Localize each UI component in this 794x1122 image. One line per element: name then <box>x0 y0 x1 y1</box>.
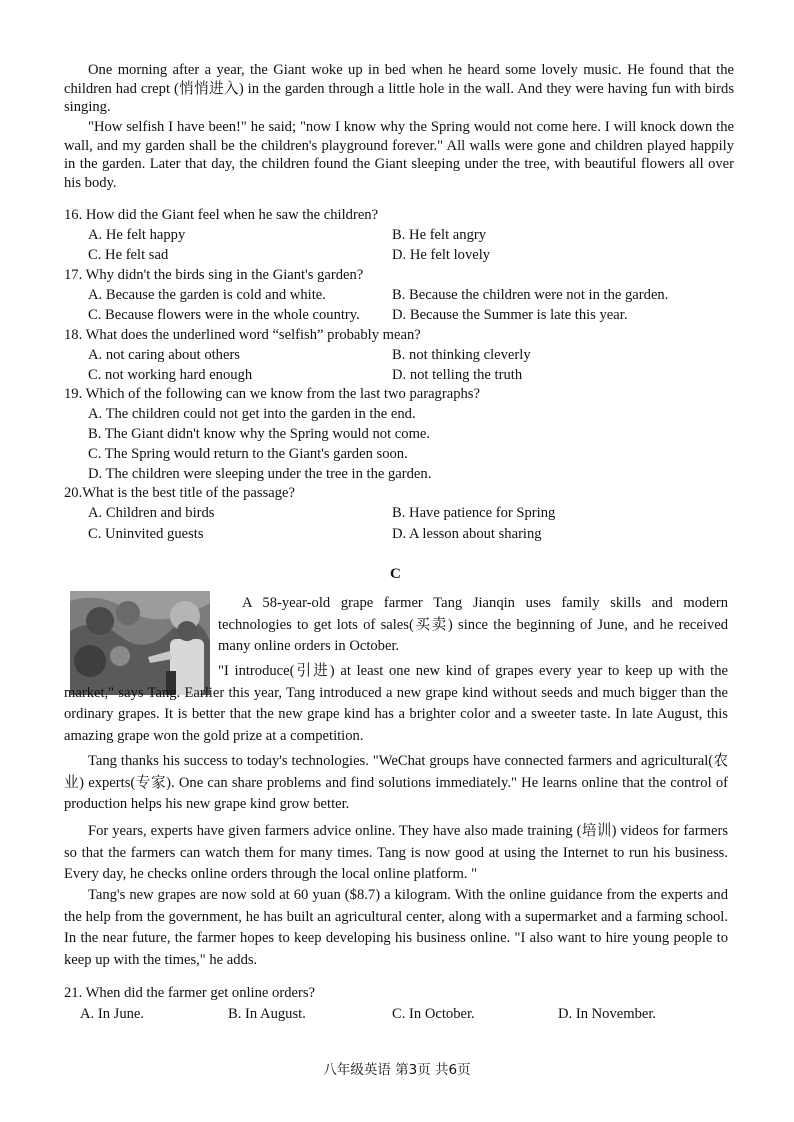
section-c-paragraph-3: Tang thanks his success to today's technologies. "WeChat groups have connected farmers and agricultural(农业) experts(专家). One can share problems and find solutions immediately." He learns online that the control of production helps his new grape kind grow better. <box>64 753 728 812</box>
question-20-option-c[interactable]: C. Uninvited guests <box>88 526 204 542</box>
question-20-stem: 20.What is the best title of the passage? <box>64 485 295 501</box>
question-21-option-d[interactable]: D. In November. <box>558 1006 657 1022</box>
passage-b-paragraph-1: One morning after a year, the Giant woke up in bed when he heard some lovely music. He found that the children had crept (悄悄进入) in the garden through a little hole in the wall. And they were having fun with birds singing. <box>64 62 734 116</box>
question-18-option-c[interactable]: C. not working hard enough <box>88 367 253 383</box>
question-19-option-a[interactable]: A. The children could not get into the garden in the end. <box>88 406 416 422</box>
question-21-option-c[interactable]: C. In October. <box>392 1006 475 1022</box>
question-21-stem: 21. When did the farmer get online orders? <box>64 985 315 1001</box>
question-20-option-a[interactable]: A. Children and birds <box>88 505 215 521</box>
question-16-option-a[interactable]: A. He felt happy <box>88 227 186 243</box>
question-18-option-a[interactable]: A. not caring about others <box>88 347 240 363</box>
question-18-stem: 18. What does the underlined word “selfish” probably mean? <box>64 327 421 343</box>
question-16-option-d[interactable]: D. He felt lovely <box>392 247 491 263</box>
question-17-stem: 17. Why didn't the birds sing in the Giant's garden? <box>64 267 364 283</box>
question-21-option-a[interactable]: A. In June. <box>80 1006 145 1022</box>
question-16-option-b[interactable]: B. He felt angry <box>392 227 487 243</box>
question-17-option-b[interactable]: B. Because the children were not in the garden. <box>392 287 669 303</box>
question-18-option-b[interactable]: B. not thinking cleverly <box>392 347 531 363</box>
question-19-option-b[interactable]: B. The Giant didn't know why the Spring would not come. <box>88 426 431 442</box>
section-c-heading: C <box>390 566 401 582</box>
question-19-option-c[interactable]: C. The Spring would return to the Giant's garden soon. <box>88 446 408 462</box>
question-17-option-a[interactable]: A. Because the garden is cold and white. <box>88 287 326 303</box>
section-c-paragraph-5: Tang's new grapes are now sold at 60 yuan ($8.7) a kilogram. With the online guidance from the experts and the help from the government, he has built an agricultural center, along with a supermarket and a farming school. In the near future, the farmer hopes to keep developing his business online. "I also want to hire young people to keep up with the times," he adds. <box>64 887 728 968</box>
section-c-paragraph-1: A 58-year-old grape farmer Tang Jianqin uses family skills and modern technologies to get lots of sales(买卖) since the beginning of June, and he received many online orders in October. <box>218 595 728 654</box>
question-16-stem: 16. How did the Giant feel when he saw the children? <box>64 207 379 223</box>
question-19-option-d[interactable]: D. The children were sleeping under the tree in the garden. <box>88 466 432 482</box>
question-17-option-c[interactable]: C. Because flowers were in the whole country. <box>88 307 360 323</box>
question-20-option-d[interactable]: D. A lesson about sharing <box>392 526 542 542</box>
question-21-option-b[interactable]: B. In August. <box>228 1006 306 1022</box>
question-18-option-d[interactable]: D. not telling the truth <box>392 367 523 383</box>
section-c-paragraph-4: For years, experts have given farmers advice online. They have also made training (培训) videos for farmers so that the farmers can watch them for many times. Tang is now good at using the Internet to run his business. Every day, he checks online orders through the local online platform. " <box>64 823 728 882</box>
question-17-option-d[interactable]: D. Because the Summer is late this year. <box>392 307 628 323</box>
passage-b-paragraph-2: "How selfish I have been!" he said; "now I know why the Spring would not come here. I will knock down the wall, and my garden shall be the children's playground forever." All walls were gone and children played happily in the garden. Later that day, the children found the Giant sleeping under the tree, with beautiful flowers all over his body. <box>64 119 734 191</box>
question-16-option-c[interactable]: C. He felt sad <box>88 247 169 263</box>
page-footer: 八年级英语 第3页 共6页 <box>323 1062 471 1078</box>
section-c-paragraph-2: "I introduce(引进) at least one new kind of grapes every year to keep up with the market," says Tang. Earlier this year, Tang introduced a new grape kind without seeds and much bigger than the ordinary grapes. It is better that the new grape kind has a brighter color and a sweeter taste. In late August, this amazing grape won the gold prize at a competition. <box>64 663 728 744</box>
question-19-stem: 19. Which of the following can we know from the last two paragraphs? <box>64 386 480 402</box>
question-20-option-b[interactable]: B. Have patience for Spring <box>392 505 556 521</box>
